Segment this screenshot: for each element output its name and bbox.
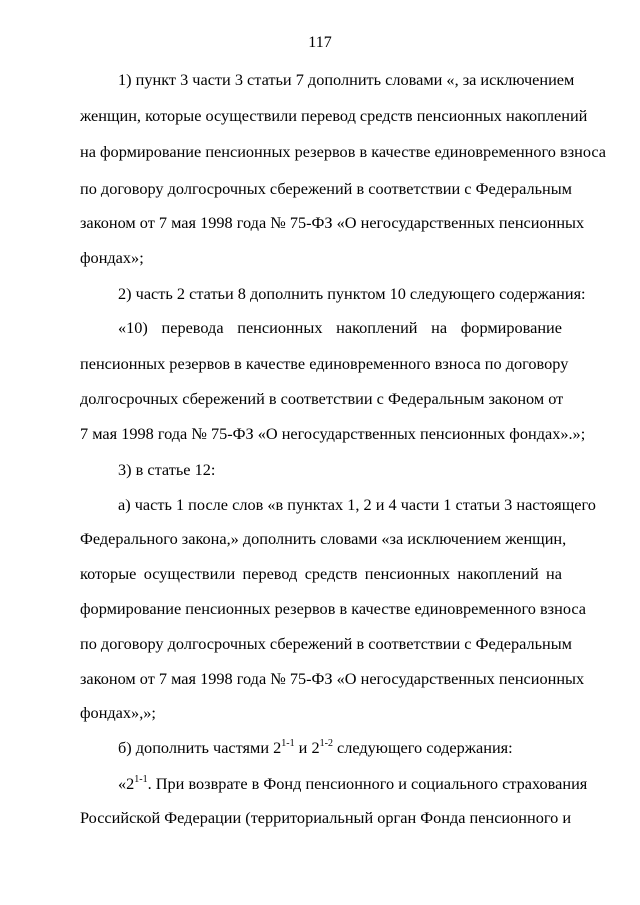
text-fragment: следующего содержания: [332, 738, 513, 757]
text-line: женщин, которые осуществили перевод средств пенсионных накоплений [80, 106, 588, 125]
text-line: а) часть 1 после слов «в пунктах 1, 2 и 4 части 1 статьи 3 настоящего [118, 495, 596, 514]
text-line-with-superscripts [118, 774, 588, 794]
text-line: фондах»,»; [80, 703, 156, 722]
text-line: по договору долгосрочных сбережений в соответствии с Федеральным [80, 179, 572, 198]
text-line: законом от 7 мая 1998 года № 75-ФЗ «О негосударственных пенсионных [80, 213, 585, 232]
page-number: 117 [308, 34, 332, 51]
text-line: 3) в статье 12: [118, 460, 216, 479]
text-fragment: б) дополнить частями 2 [118, 738, 282, 757]
text-line: 7 мая 1998 года № 75-ФЗ «О негосударственных пенсионных фондах».»; [80, 424, 586, 443]
text-line: по договору долгосрочных сбережений в соответствии с Федеральным [80, 634, 572, 653]
text-line: формирование пенсионных резервов в качестве единовременного взноса [80, 599, 587, 618]
text-line: Российской Федерации (территориальный орган Фонда пенсионного и [80, 808, 572, 827]
superscript: 1-1 [134, 774, 148, 785]
text-line: пенсионных резервов в качестве единовременного взноса по договору [80, 354, 569, 373]
text-line: законом от 7 мая 1998 года № 75-ФЗ «О негосударственных пенсионных [80, 669, 585, 688]
text-line: долгосрочных сбережений в соответствии с Федеральным законом от [80, 389, 564, 408]
text-line: фондах»; [80, 248, 144, 267]
text-line: на формирование пенсионных резервов в качестве единовременного взноса [80, 142, 607, 161]
superscript: 1-1 [281, 738, 295, 749]
text-fragment: . При возврате в Фонд пенсионного и социального страхования [147, 774, 588, 793]
text-fragment: «2 [118, 774, 135, 793]
text-line: которые осуществили перевод средств пенсионных накоплений на [80, 564, 562, 583]
text-fragment: и 2 [294, 738, 320, 757]
text-line: 2) часть 2 статьи 8 дополнить пунктом 10 следующего содержания: [118, 284, 586, 303]
text-line-with-superscripts [118, 738, 562, 758]
text-line: 1) пункт 3 части 3 статьи 7 дополнить словами «, за исключением [118, 70, 575, 89]
text-line: «10) перевода пенсионных накоплений на формирование [118, 318, 562, 337]
superscript: 1-2 [319, 738, 333, 749]
text-line: Федерального закона,» дополнить словами «за исключением женщин, [80, 529, 567, 548]
